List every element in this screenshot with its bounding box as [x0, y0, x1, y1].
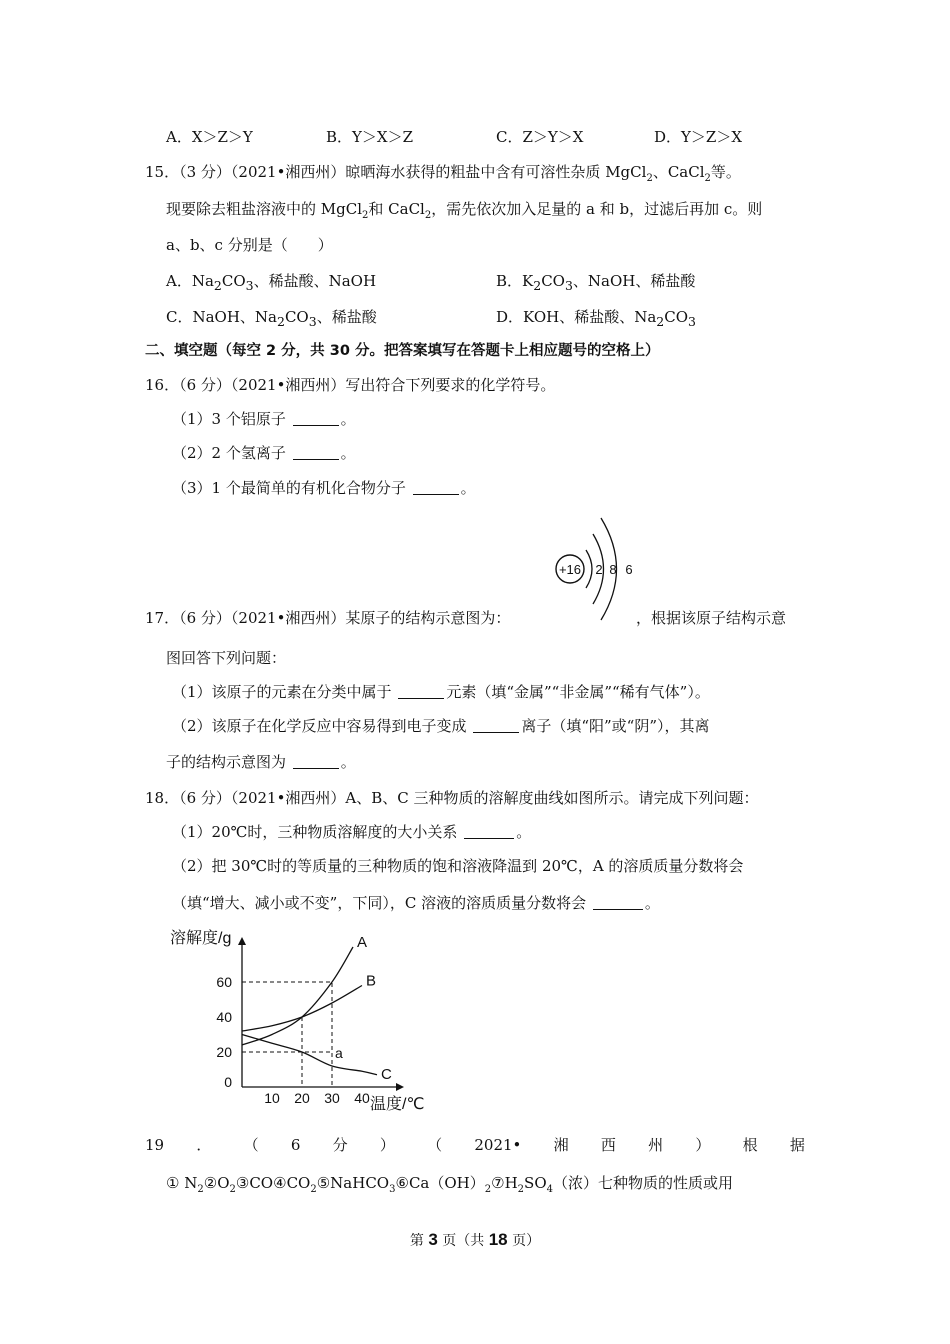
formula-text: ①: [166, 1174, 180, 1192]
q16-item-3: （3）1 个最简单的有机化合物分子 。: [172, 479, 476, 497]
x-tick-label: 10: [264, 1090, 280, 1106]
answer-blank[interactable]: [293, 445, 339, 460]
q18-item-2-cont: （填“增大、减小或不变”，下同），C 溶液的溶质质量分数将会 。: [172, 894, 660, 912]
q14-option-a: A．X＞Z＞Y: [166, 128, 253, 146]
formula-text: O: [217, 1174, 230, 1192]
formula-subscript: 2: [197, 1184, 204, 1195]
q17-item-1: （1）该原子的元素在分类中属于 元素（填“金属”“非金属”“稀有气体”）。: [172, 683, 710, 701]
solubility-chart: [160, 922, 460, 1117]
page-number: 3: [428, 1230, 438, 1249]
series-line-C: [242, 1035, 377, 1075]
formula-text: ⑦: [491, 1174, 505, 1192]
q19-stem-part: 19: [145, 1136, 165, 1154]
q14-option-b: B．Y＞X＞Z: [326, 128, 414, 146]
series-label-B: B: [366, 972, 377, 990]
q15-stem-line1: 15．（3 分）（2021•湘西州）晾晒海水获得的粗盐中含有可溶性杂质 MgCl$_2$、CaCl$_2$等。: [145, 163, 741, 184]
series-line-A: [242, 947, 353, 1045]
formula-text: （浓）七种物质的性质或用: [553, 1174, 734, 1192]
answer-blank[interactable]: [464, 824, 514, 839]
shell-3-electrons: 6: [625, 562, 633, 577]
formula-text: ⑤: [316, 1174, 331, 1192]
q15-stem-line2: 现要除去粗盐溶液中的 MgCl$_2$和 CaCl$_2$，需先依次加入足量的 a 和 b，过滤后再加 c。则: [166, 200, 763, 221]
shell-1-electrons: 2: [595, 562, 603, 577]
formula-text: CO: [249, 1174, 274, 1192]
formula-text: H: [504, 1174, 518, 1192]
y-tick-label: 60: [216, 974, 232, 990]
y-tick-label: 20: [216, 1044, 232, 1060]
q19-stem-part: ）: [695, 1136, 711, 1154]
q19-stem-part: 6: [290, 1136, 301, 1154]
q19-stem-part: 2021•: [474, 1136, 522, 1154]
q14-option-c: C．Z＞Y＞X: [496, 128, 584, 146]
answer-blank[interactable]: [398, 684, 444, 699]
formula-subscript: 2: [517, 1184, 525, 1195]
answer-blank[interactable]: [593, 895, 643, 910]
y-axis-arrow: [238, 937, 246, 945]
q15-stem-line3: a、b、c 分别是（ ）: [166, 236, 333, 254]
formula-text: CO: [286, 1174, 311, 1192]
x-tick-label: 30: [324, 1090, 340, 1106]
q17-stem-b: ，根据该原子结构示意: [636, 609, 787, 627]
point-label-a: a: [335, 1045, 343, 1061]
q15-option-d: D．KOH、稀盐酸、$Na_2CO_3$: [496, 308, 696, 329]
formula-text: ④: [273, 1174, 287, 1192]
q19-stem-part: 湘: [553, 1136, 569, 1154]
q14-option-d: D．Y＞Z＞X: [654, 128, 743, 146]
q19-stem-part: 州: [648, 1136, 664, 1154]
q19-stem: [145, 1135, 805, 1155]
q19-stem-part: 根: [742, 1136, 758, 1154]
answer-blank[interactable]: [293, 754, 339, 769]
q19-stem-part: （: [243, 1136, 259, 1154]
nucleus-charge: +16: [558, 562, 582, 577]
q18-stem: 18．（6 分）（2021•湘西州）A、B、C 三种物质的溶解度曲线如图所示。请完成下列问题：: [145, 789, 759, 807]
formula-text: ⑥: [395, 1174, 409, 1192]
formula-text: Ca（OH）: [408, 1174, 485, 1192]
q18-item-2: （2）把 30℃时的等质量的三种物质的饱和溶液降温到 20℃，A 的溶质质量分数将会: [172, 857, 744, 875]
formula-text: ②: [203, 1174, 218, 1192]
x-axis-arrow: [396, 1083, 404, 1091]
formula-text: N: [179, 1174, 198, 1192]
q18-item-1: （1）20℃时，三种物质溶解度的大小关系 。: [172, 823, 532, 841]
formula-subscript: 2: [484, 1184, 492, 1195]
q19-stem-part: ．: [196, 1136, 212, 1154]
formula-subscript: 4: [546, 1184, 553, 1195]
q16-item-1: （1）3 个铝原子 。: [172, 410, 356, 428]
q19-substances: [166, 1173, 733, 1193]
q17-item-2: （2）该原子在化学反应中容易得到电子变成 离子（填“阳”或“阴”），其离: [172, 717, 710, 735]
q19-stem-part: ）: [379, 1136, 395, 1154]
formula-text: ③: [235, 1174, 250, 1192]
q15-option-b: B．$K_2CO_3$、NaOH、稀盐酸: [496, 272, 696, 293]
q19-stem-part: （: [427, 1136, 443, 1154]
y-tick-label: 40: [216, 1009, 232, 1025]
formula-subscript: 2: [310, 1184, 317, 1195]
q15-option-c: C．NaOH、$Na_2CO_3$、稀盐酸: [166, 308, 377, 329]
page-footer: 第 3 页（共 18 页）: [409, 1230, 541, 1249]
formula-subscript: 2: [229, 1184, 236, 1195]
q19-stem-part: 分: [332, 1136, 348, 1154]
answer-blank[interactable]: [293, 411, 339, 426]
formula-text: SO: [524, 1174, 547, 1192]
guide-line-60: [242, 982, 332, 1087]
electron-shell-1: [586, 550, 592, 588]
q17-stem-line2: 图回答下列问题：: [166, 649, 287, 667]
answer-blank[interactable]: [413, 480, 459, 495]
q17-stem-a: 17．（6 分）（2021•湘西州）某原子的结构示意图为：: [145, 609, 511, 627]
q15-option-a: A．$Na_2CO_3$、稀盐酸、NaOH: [166, 272, 377, 293]
q16-stem: 16．（6 分）（2021•湘西州）写出符合下列要求的化学符号。: [145, 376, 556, 394]
formula-text: NaHCO: [330, 1174, 390, 1192]
shell-2-electrons: 8: [609, 562, 617, 577]
atom-structure-diagram: [548, 512, 638, 624]
page-total: 18: [488, 1230, 508, 1249]
series-label-A: A: [357, 934, 368, 951]
formula-subscript: 3: [389, 1184, 396, 1195]
x-axis-label: 温度/℃: [370, 1096, 425, 1113]
q19-stem-part: 西: [600, 1136, 616, 1154]
y-tick-label: 0: [224, 1074, 232, 1090]
answer-blank[interactable]: [473, 718, 519, 733]
x-tick-label: 40: [354, 1090, 370, 1106]
q17-item-2-cont: 子的结构示意图为 。: [166, 753, 356, 771]
x-tick-label: 20: [294, 1090, 310, 1106]
q19-stem-part: 据: [789, 1136, 805, 1154]
section-heading: 二、填空题（每空 2 分，共 30 分。把答案填写在答题卡上相应题号的空格上）: [145, 343, 660, 359]
y-axis-label: 溶解度/g: [170, 930, 232, 947]
q16-item-2: （2）2 个氢离子 。: [172, 444, 356, 462]
series-label-C: C: [381, 1065, 392, 1083]
